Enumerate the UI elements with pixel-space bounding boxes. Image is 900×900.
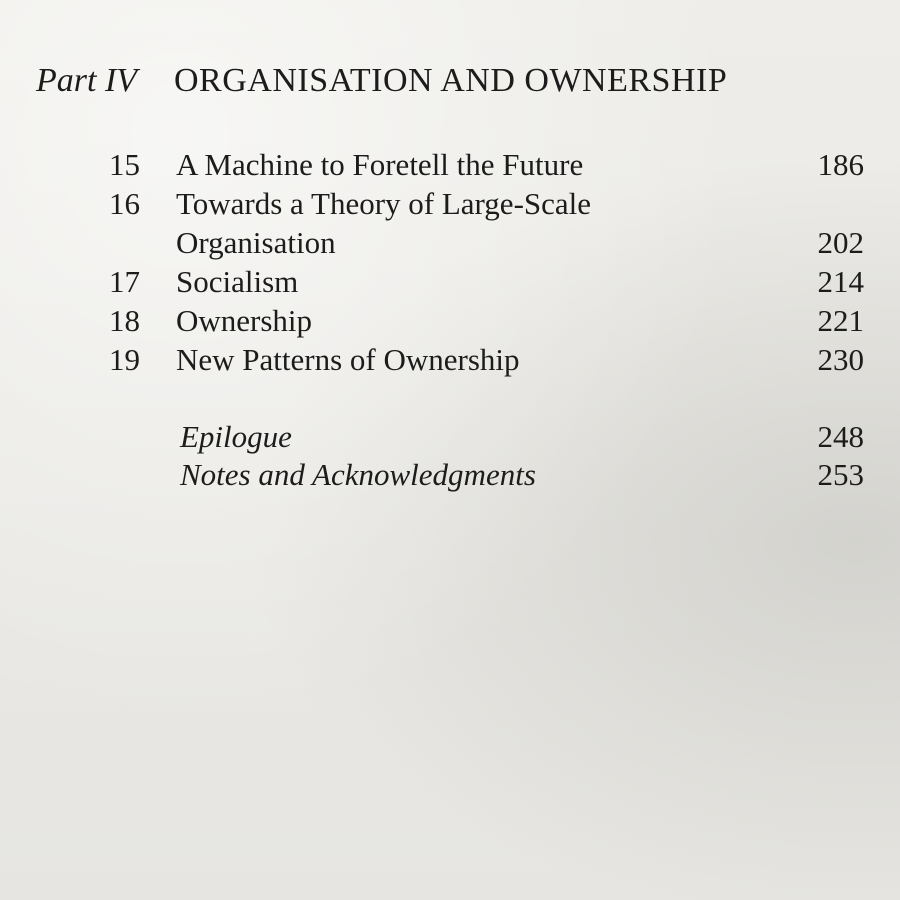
toc-entry xyxy=(0,263,900,301)
chapter-title-line-1: Towards a Theory of Large-Scale xyxy=(176,186,592,221)
part-label: Part IV xyxy=(36,62,138,99)
back-matter-title: Epilogue xyxy=(180,419,292,454)
toc-entry xyxy=(0,302,900,340)
page-number: 230 xyxy=(817,342,864,377)
page-number: 248 xyxy=(817,419,864,454)
chapter-title-line-2: Organisation xyxy=(176,225,336,260)
page-number: 202 xyxy=(817,225,864,260)
chapter-title: New Patterns of Ownership xyxy=(176,342,520,377)
chapter-number: 16 xyxy=(109,186,140,221)
chapter-title: Ownership xyxy=(176,303,313,338)
page-number: 186 xyxy=(817,147,864,182)
toc-entry xyxy=(0,341,900,379)
toc-entry-back-matter xyxy=(0,456,900,494)
chapter-number: 15 xyxy=(109,147,140,182)
back-matter-title: Notes and Acknowledgments xyxy=(180,457,536,492)
toc-entry xyxy=(0,185,900,263)
page-number: 214 xyxy=(817,264,864,299)
chapter-number: 19 xyxy=(109,342,140,377)
chapter-number: 18 xyxy=(109,303,140,338)
chapter-number: 17 xyxy=(109,264,140,299)
part-title: ORGANISATION AND OWNERSHIP xyxy=(174,62,728,99)
part-heading xyxy=(36,62,727,100)
page-number: 253 xyxy=(817,457,864,492)
chapter-title: A Machine to Foretell the Future xyxy=(176,147,584,182)
chapter-title: Socialism xyxy=(176,264,299,299)
toc-entry-back-matter xyxy=(0,418,900,456)
page-number: 221 xyxy=(817,303,864,338)
toc-entry xyxy=(0,146,900,184)
